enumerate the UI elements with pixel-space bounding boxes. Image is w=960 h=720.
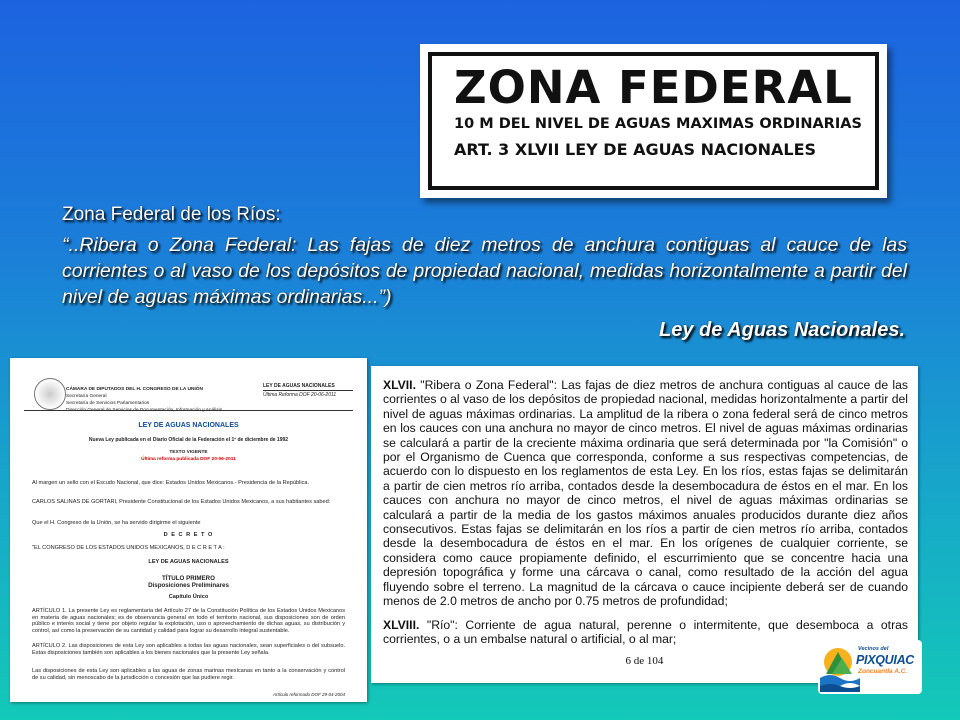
doc-title: LEY DE AGUAS NACIONALES [138, 422, 239, 429]
logo-name: PIXQUIAC [856, 653, 915, 667]
header-line: Secretaría General [66, 394, 107, 399]
doc-paragraph: Al margen un sello con el Escudo Nacional, que dice: Estados Unidos Mexicanos.- Presidencia de la República. [32, 480, 310, 486]
doc-preliminary: Disposiciones Preliminares [148, 582, 229, 589]
sign-subtitle-level: 10 M DEL NIVEL DE AGUAS MAXIMAS ORDINARIAS [454, 116, 862, 132]
header-line: Dirección General de Servicios de Documentación, Información y Análisis [66, 408, 223, 413]
article-xlvii-label: XLVII. [383, 378, 416, 392]
pixquiac-logo [818, 640, 922, 694]
page-number: 6 de 104 [625, 655, 664, 667]
article-xlvii-text: "Ribera o Zona Federal": Las fajas de diez metros de anchura contiguas al cauce de las corrientes o al vaso de los depósitos de propiedad nacional, medidas horizontalmente a partir del nivel de aguas máximas ordinarias. La amplitud de la ribera o zona federal será de cinco metros en los cauces con una anchura no mayor de cinco metros. El nivel de aguas máximas ordinarias se calculará a partir de la creciente máxima ordinaria que será determinada por "la Comisión" o por el Organismo de Cuenca que corresponda, conforme a sus respectivas competencias, de acuerdo con lo dispuesto en los reglamentos de esta Ley. En los ríos, estas fajas se delimitarán a partir de cien metros río arriba, contados desde la desembocadura de éstos en el mar. En los cauces con anchura no mayor de cinco metros, el nivel de aguas máximas ordinarias se calculará a partir de la media de los gastos máximos anuales producidos durante diez años consecutivos. Estas fajas se delimitarán en los ríos a partir de cien metros río arriba, contados desde la desembocadura de éstos en el mar. En los orígenes de cualquier corriente, se considera como cauce propiamente definido, el escurrimiento que se concentre hacia una depresión topográfica y forme una cárcava o canal, como resultado de la acción del agua fluyendo sobre el terreno. La magnitud de la cárcava o cauce incipiente deberá ser de cuando menos de 2.0 metros de ancho por 0.75 metros de profundidad; [383, 378, 908, 609]
law-cover-page [10, 358, 367, 702]
logo-tagline: Vecinos del [858, 646, 889, 652]
header-line: Secretaría de Servicios Parlamentarios [66, 401, 150, 406]
quote-heading: Zona Federal de los Ríos: [62, 204, 281, 225]
doc-last-reform: Última reforma publicada DOF 20-06-2011 [141, 457, 236, 462]
law-header-title: LEY DE AGUAS NACIONALES [263, 382, 353, 391]
national-seal-icon [34, 378, 66, 410]
doc-paragraph: Las disposiciones de esta Ley son aplicables a las aguas de zonas marinas mexicanas en tanto a la conservación y control de su calidad, sin menoscabo de la jurisdicción o concesión que las pudiere regir. [32, 668, 345, 681]
doc-paragraph: "EL CONGRESO DE LOS ESTADOS UNIDOS MEXICANOS, D E C R E T A : [32, 545, 225, 551]
article-excerpt-page [371, 366, 918, 683]
sign-subtitle-article: ART. 3 XLVII LEY DE AGUAS NACIONALES [454, 140, 817, 159]
doc-publication: Nueva Ley publicada en el Diario Oficial de la Federación el 1º de diciembre de 1992 [88, 437, 289, 443]
header-line: CÁMARA DE DIPUTADOS DEL H. CONGRESO DE LA UNIÓN [66, 387, 203, 392]
sign-border [428, 52, 879, 190]
doc-paragraph: Que el H. Congreso de la Unión, se ha servido dirigirme el siguiente [32, 520, 201, 526]
law-header [263, 382, 353, 399]
quote-text: “..Ribera o Zona Federal: Las fajas de diez metros de anchura contiguas al cauce de las corrientes o al vaso de los depósitos de propiedad nacional, medidas horizontalmente a partir del nivel de aguas máximas ordinarias...”) [62, 234, 907, 308]
doc-article-2: ARTÍCULO 2. Las disposiciones de esta Ley son aplicables a todas las aguas nacionales, sean superficiales o del subsuelo. Estas disposiciones también son aplicables a los bienes nacionales que la presente Ley señala. [32, 643, 345, 656]
doc-texto-vigente: TEXTO VIGENTE [169, 450, 208, 455]
quote-source: Ley de Aguas Nacionales. [658, 319, 905, 341]
doc-chapter: Capítulo Único [168, 594, 209, 600]
doc-law-name: LEY DE AGUAS NACIONALES [148, 559, 229, 565]
doc-decreto: D E C R E T O [163, 532, 214, 538]
doc-title-first: TÍTULO PRIMERO [162, 575, 215, 582]
sign-title: ZONA FEDERAL [454, 61, 853, 114]
article-xlviii-label: XLVIII. [383, 617, 420, 632]
logo-subtitle: Zoncuantla A.C. [858, 668, 908, 675]
doc-paragraph: CARLOS SALINAS DE GORTARI, Presidente Constitucional de los Estados Unidos Mexicanos, a sus habitantes sabed: [32, 499, 331, 505]
law-header-reform: Última Reforma DOF 20-06-2011 [263, 392, 337, 398]
article-xlviii-text: "Río": Corriente de agua natural, perenne o intermitente, que desemboca a otras corrientes, o a un embalse natural o artificial, o al mar; [383, 617, 909, 646]
article-xlvii [383, 378, 908, 609]
doc-footnote: Artículo reformado DOF 29-04-2004 [273, 692, 345, 697]
zona-federal-sign [420, 44, 887, 198]
doc-article-1: ARTÍCULO 1. La presente Ley es reglamentaria del Artículo 27 de la Constitución Política de los Estados Unidos Mexicanos en materia de aguas nacionales; es de observancia general en todo el territorio nacional, sus disposiciones son de orden público e interés social y tiene por objeto regular la explotación, uso o aprovechamiento de dichas aguas, su distribución y control, así como la preservación de su cantidad y calidad para lograr su desarrollo integral sustentable. [32, 608, 345, 634]
divider [24, 410, 353, 411]
